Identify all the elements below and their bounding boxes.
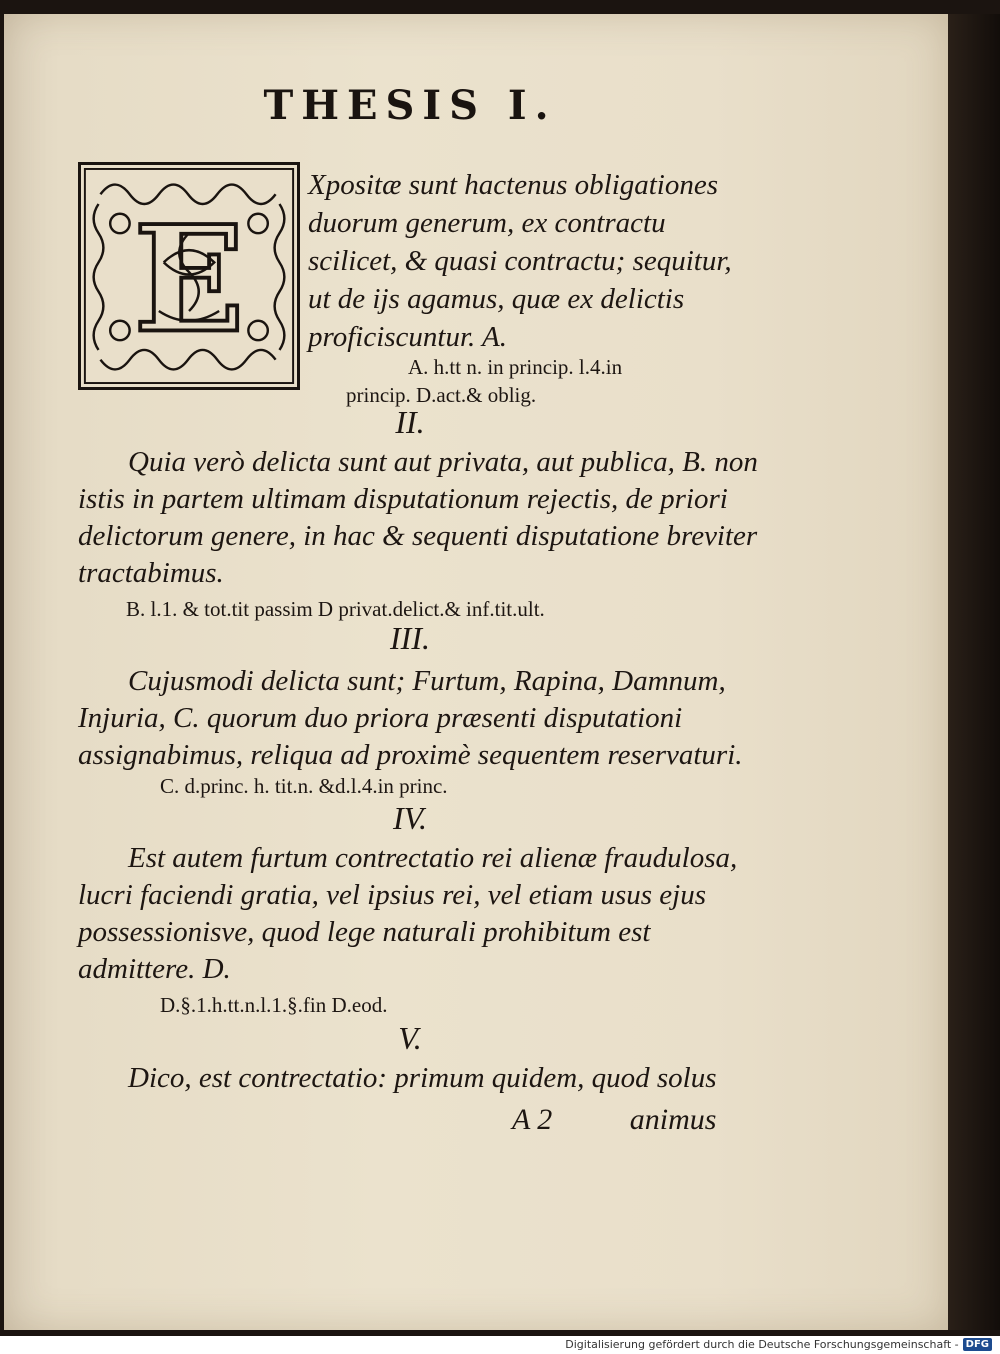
thesis-1-text: Xpositæ sunt hactenus obligationes duorum generum, ex contractu scilicet, & quasi contractu; sequitur, ut de ijs agamus, quæ ex delictis proficiscuntur. A.	[308, 169, 732, 353]
thesis-1-note-line-1: A. h.tt n. in princip. l.4.in	[408, 355, 623, 379]
thesis-2-numeral: II.	[395, 404, 425, 440]
thesis-5-text: Dico, est contrectatio: primum quidem, quod solus	[128, 1062, 717, 1094]
page-heading: THESIS I.	[263, 82, 557, 129]
decorated-initial	[78, 162, 300, 390]
thesis-4-numeral: IV.	[392, 800, 428, 836]
catchword-line	[512, 1103, 716, 1137]
dfg-logo: DFG	[963, 1338, 992, 1351]
signature-mark: A 2	[512, 1103, 553, 1136]
ornamental-initial-e-icon	[81, 165, 297, 387]
digitization-footer	[565, 1338, 992, 1351]
thesis-2-note: B. l.1. & tot.tit passim D privat.delict.& inf.tit.ult.	[126, 597, 545, 621]
thesis-3-numeral: III.	[390, 620, 430, 656]
thesis-5-numeral: V.	[398, 1020, 422, 1056]
thesis-1-note-line-2: princip. D.act.& oblig.	[346, 383, 537, 407]
initial-letter: E	[133, 194, 245, 366]
thesis-2-text: Quia verò delicta sunt aut privata, aut publica, B. non istis in partem ultimam disputationum rejectis, de priori delictorum genere, in hac & sequenti disputatione breviter tractabimus.	[78, 446, 758, 589]
thesis-4-note: D.§.1.h.tt.n.l.1.§.fin D.eod.	[160, 993, 388, 1017]
thesis-3-text: Cujusmodi delicta sunt; Furtum, Rapina, Damnum, Injuria, C. quorum duo priora præsenti disputationi assignabimus, reliqua ad proximè sequentem reservaturi.	[78, 665, 743, 771]
thesis-4-text: Est autem furtum contrectatio rei alienæ fraudulosa, lucri faciendi gratia, vel ipsius rei, vel etiam usus ejus possessionisve, quod lege naturali prohibitum est admittere. D.	[78, 842, 738, 985]
footer-text: Digitalisierung gefördert durch die Deutsche Forschungsgemeinschaft -	[565, 1338, 959, 1351]
catchword: animus	[629, 1103, 717, 1136]
thesis-3-note: C. d.princ. h. tit.n. &d.l.4.in princ.	[160, 774, 448, 798]
page-edge-shadow	[948, 14, 1000, 1330]
